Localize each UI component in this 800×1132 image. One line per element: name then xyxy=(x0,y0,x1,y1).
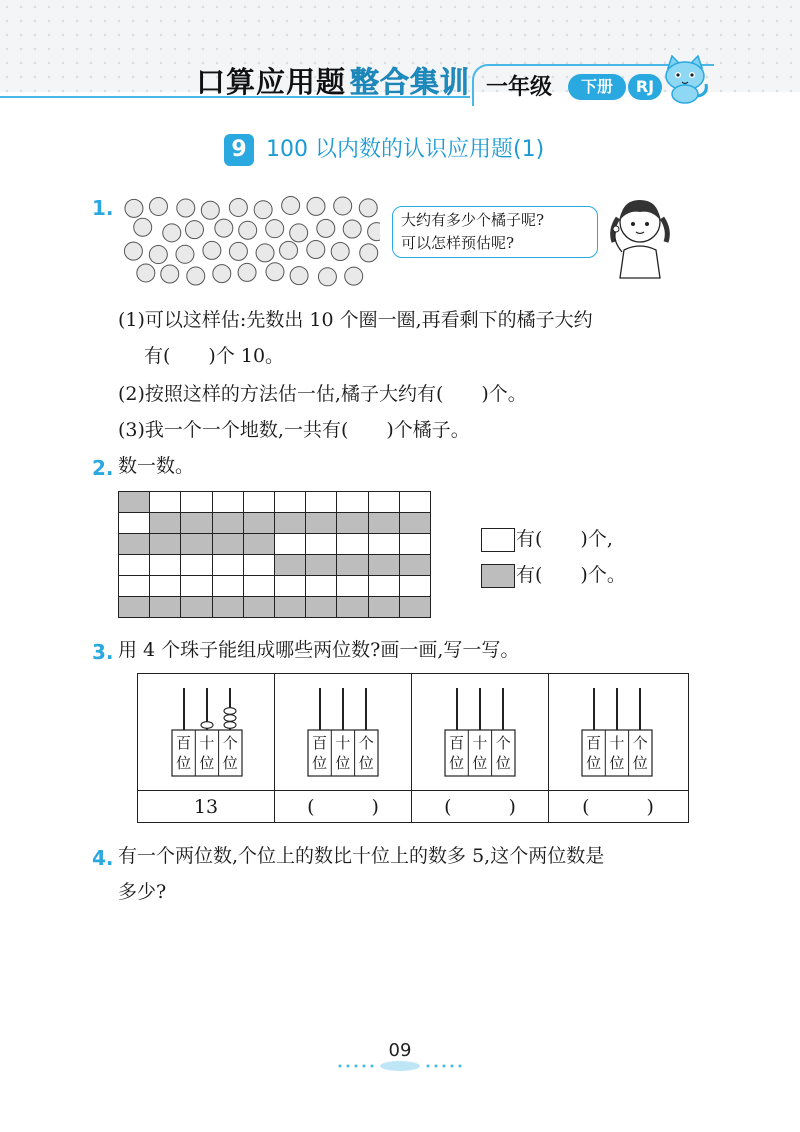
orange-icon xyxy=(239,221,257,239)
orange-icon xyxy=(149,246,167,264)
white-square xyxy=(150,555,181,576)
place-label: 百 xyxy=(312,734,328,752)
gray-square xyxy=(274,555,305,576)
orange-icon xyxy=(345,267,363,285)
page-number: 09 xyxy=(388,1040,412,1061)
white-square xyxy=(119,513,150,534)
place-label: 位 xyxy=(358,754,374,772)
orange-icon xyxy=(343,220,361,238)
gray-square xyxy=(150,513,181,534)
gray-square xyxy=(212,534,243,555)
abacus-table xyxy=(137,673,689,823)
speech-line-2: 可以怎样预估呢? xyxy=(401,234,515,252)
orange-icon xyxy=(203,241,221,259)
orange-icon xyxy=(137,264,155,282)
orange-icon xyxy=(229,198,247,216)
orange-icon xyxy=(163,224,181,242)
gray-square xyxy=(181,534,212,555)
gray-square xyxy=(306,513,337,534)
gray-square xyxy=(119,492,150,513)
orange-icon xyxy=(254,201,272,219)
book-title-highlight: 整合集训 xyxy=(350,65,471,99)
q1-part1-line1: (1)可以这样估:先数出 10 个圈一圈,再看剩下的橘子大约 xyxy=(118,309,593,331)
q2-number: 2. xyxy=(92,456,114,480)
orange-icon xyxy=(229,242,247,260)
gray-square xyxy=(337,513,368,534)
white-square xyxy=(212,492,243,513)
abacus-blank[interactable] xyxy=(435,686,525,782)
gray-square xyxy=(274,597,305,618)
place-label: 十 xyxy=(472,734,488,752)
white-square xyxy=(306,576,337,597)
orange-icon xyxy=(187,267,205,285)
gray-square xyxy=(150,597,181,618)
book-title: 口算应用题 xyxy=(196,65,347,99)
q1-part1-line2: 有( )个 10。 xyxy=(144,345,285,367)
cat-mascot-icon xyxy=(660,54,710,104)
gray-square xyxy=(399,597,430,618)
grid-row xyxy=(119,576,431,597)
place-label: 位 xyxy=(222,754,238,772)
gray-square xyxy=(274,513,305,534)
orange-icon xyxy=(290,224,308,242)
grid-row xyxy=(119,534,431,555)
gray-square xyxy=(368,597,399,618)
orange-icon xyxy=(307,241,325,259)
gray-square xyxy=(337,555,368,576)
gray-square-legend xyxy=(481,564,515,588)
white-square xyxy=(274,492,305,513)
white-square xyxy=(337,534,368,555)
answer-example: 13 xyxy=(193,796,219,818)
lesson-title: 100 以内数的认识应用题(1) xyxy=(266,137,545,162)
orange-icon xyxy=(282,196,300,214)
gray-square xyxy=(243,513,274,534)
white-square xyxy=(337,576,368,597)
gray-square xyxy=(368,555,399,576)
abacus-example xyxy=(162,686,252,782)
gray-square xyxy=(243,534,274,555)
place-label: 位 xyxy=(472,754,488,772)
abacus-blank[interactable] xyxy=(572,686,662,782)
place-label: 十 xyxy=(609,734,625,752)
place-label: 位 xyxy=(586,754,602,772)
gray-square xyxy=(399,555,430,576)
orange-icon xyxy=(213,265,231,283)
oranges-illustration xyxy=(118,193,380,293)
place-label: 位 xyxy=(335,754,351,772)
girl-illustration xyxy=(600,190,680,280)
orange-icon xyxy=(360,244,378,262)
q2-text: 数一数。 xyxy=(118,455,195,477)
q4-line1: 有一个两位数,个位上的数比十位上的数多 5,这个两位数是 xyxy=(118,845,605,867)
gray-square xyxy=(306,555,337,576)
answer-blank[interactable]: ( ) xyxy=(582,796,654,818)
orange-icon xyxy=(177,199,195,217)
place-label: 十 xyxy=(199,734,215,752)
place-label: 位 xyxy=(632,754,648,772)
place-label: 位 xyxy=(312,754,328,772)
orange-icon xyxy=(280,241,298,259)
orange-icon xyxy=(201,201,219,219)
orange-icon xyxy=(238,263,256,281)
orange-icon xyxy=(134,218,152,236)
white-square xyxy=(306,492,337,513)
q4-line2: 多少? xyxy=(118,881,167,903)
orange-icon xyxy=(125,199,143,217)
white-square xyxy=(150,576,181,597)
table-divider xyxy=(138,790,688,791)
counting-grid xyxy=(118,491,431,618)
orange-icon xyxy=(290,267,308,285)
gray-square xyxy=(337,597,368,618)
grid-row xyxy=(119,555,431,576)
orange-icon xyxy=(149,197,167,215)
place-label: 个 xyxy=(495,734,511,752)
orange-icon xyxy=(368,223,380,241)
white-square xyxy=(243,492,274,513)
gray-square xyxy=(243,597,274,618)
gray-square xyxy=(119,534,150,555)
place-label: 百 xyxy=(586,734,602,752)
abacus-bead xyxy=(224,715,236,722)
white-square xyxy=(368,576,399,597)
lesson-number-badge: 9 xyxy=(224,134,254,166)
orange-icon xyxy=(334,197,352,215)
abacus-bead xyxy=(224,722,236,729)
orange-icon xyxy=(359,199,377,217)
white-square xyxy=(212,576,243,597)
gray-square xyxy=(399,513,430,534)
white-square xyxy=(243,576,274,597)
grid-row xyxy=(119,513,431,534)
gray-count-label: 有( )个。 xyxy=(516,564,626,586)
white-square xyxy=(212,555,243,576)
white-square xyxy=(243,555,274,576)
white-square xyxy=(119,576,150,597)
white-square xyxy=(399,576,430,597)
gray-square xyxy=(150,534,181,555)
q4-number: 4. xyxy=(92,846,114,870)
grid-row xyxy=(119,597,431,618)
white-square xyxy=(181,555,212,576)
white-count-label: 有( )个, xyxy=(516,528,613,550)
grade-label: 一年级 xyxy=(486,75,553,100)
place-label: 百 xyxy=(176,734,192,752)
white-square xyxy=(368,492,399,513)
white-square xyxy=(274,534,305,555)
white-square xyxy=(399,492,430,513)
abacus-bead xyxy=(201,722,213,729)
edition-badge: RJ xyxy=(628,74,662,100)
place-label: 位 xyxy=(199,754,215,772)
place-label: 个 xyxy=(632,734,648,752)
orange-icon xyxy=(185,221,203,239)
gray-square xyxy=(306,597,337,618)
place-label: 位 xyxy=(449,754,465,772)
place-label: 十 xyxy=(335,734,351,752)
white-square xyxy=(150,492,181,513)
abacus-bead xyxy=(224,708,236,715)
orange-icon xyxy=(318,268,336,286)
place-label: 百 xyxy=(449,734,465,752)
white-square xyxy=(119,555,150,576)
volume-badge: 下册 xyxy=(568,74,626,100)
answer-blank[interactable]: ( ) xyxy=(307,796,379,818)
white-square xyxy=(368,534,399,555)
speech-bubble xyxy=(392,206,598,258)
q1-number: 1. xyxy=(92,196,114,220)
gray-square xyxy=(119,597,150,618)
place-label: 位 xyxy=(495,754,511,772)
gray-square xyxy=(181,597,212,618)
orange-icon xyxy=(331,242,349,260)
gray-square xyxy=(181,513,212,534)
grid-row xyxy=(119,492,431,513)
orange-icon xyxy=(307,197,325,215)
gray-square xyxy=(212,597,243,618)
place-label: 个 xyxy=(222,734,238,752)
q1-part3: (3)我一个一个地数,一共有( )个橘子。 xyxy=(118,419,470,441)
orange-icon xyxy=(256,244,274,262)
gray-square xyxy=(212,513,243,534)
speech-line-1: 大约有多少个橘子呢? xyxy=(401,211,545,229)
orange-icon xyxy=(176,245,194,263)
white-square xyxy=(274,576,305,597)
place-label: 位 xyxy=(609,754,625,772)
white-square xyxy=(181,492,212,513)
orange-icon xyxy=(161,265,179,283)
orange-icon xyxy=(317,219,335,237)
orange-icon xyxy=(266,263,284,281)
q3-text: 用 4 个珠子能组成哪些两位数?画一画,写一写。 xyxy=(118,639,520,661)
white-square-legend xyxy=(481,528,515,552)
abacus-blank[interactable] xyxy=(298,686,388,782)
gray-square xyxy=(368,513,399,534)
orange-icon xyxy=(266,220,284,238)
white-square xyxy=(399,534,430,555)
answer-blank[interactable]: ( ) xyxy=(444,796,516,818)
q3-number: 3. xyxy=(92,640,114,664)
white-square xyxy=(306,534,337,555)
place-label: 位 xyxy=(176,754,192,772)
white-square xyxy=(337,492,368,513)
orange-icon xyxy=(124,242,142,260)
q1-part2: (2)按照这样的方法估一估,橘子大约有( )个。 xyxy=(118,383,527,405)
place-label: 个 xyxy=(358,734,374,752)
orange-icon xyxy=(215,219,233,237)
white-square xyxy=(181,576,212,597)
